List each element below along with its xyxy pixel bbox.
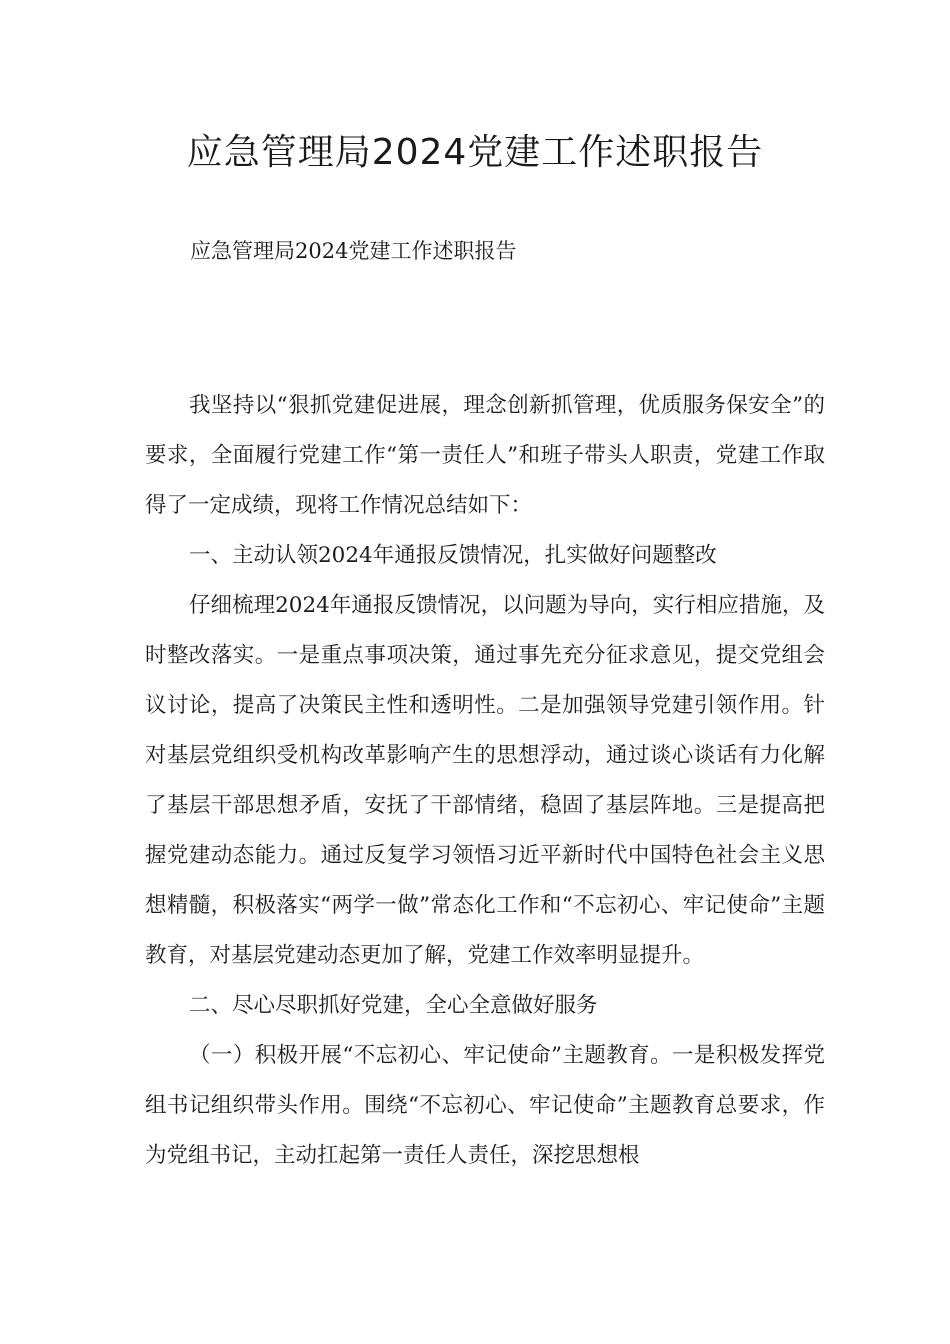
section-heading-2: 二、尽心尽职抓好党建，全心全意做好服务 — [189, 993, 598, 1018]
section-heading-1: 一、主动认领2024年通报反馈情况，扎实做好问题整改 — [189, 543, 717, 568]
section-1-paragraph: 仔细梳理2024年通报反馈情况，以问题为导向，实行相应措施，及时整改落实。一是重点事项决策，通过事先充分征求意见，提交党组会议讨论，提高了决策民主性和透明性。二是加强领导党建引领作用。针对基层党组织受机构改革影响产生的思想浮动，通过谈心谈话有力化解了基层干部思想矛盾，安抚了干部情绪，稳固了基层阵地。三是提高把握党建动态能力。通过反复学习领悟习近平新时代中国特色社会主义思想精髓，积极落实“两学一做”常态化工作和“不忘初心、牢记使命”主题教育，对基层党建动态更加了解，党建工作效率明显提升。 — [145, 593, 825, 968]
section-2-paragraph: （一）积极开展“不忘初心、牢记使命”主题教育。一是积极发挥党组书记组织带头作用。围绕“不忘初心、牢记使命”主题教育总要求，作为党组书记，主动扛起第一责任人责任，深挖思想根 — [145, 1043, 825, 1168]
document-subtitle: 应急管理局2024党建工作述职报告 — [190, 239, 517, 263]
intro-paragraph: 我坚持以“狠抓党建促进展，理念创新抓管理，优质服务保安全”的要求，全面履行党建工作“第一责任人”和班子带头人职责，党建工作取得了一定成绩，现将工作情况总结如下： — [145, 393, 825, 518]
document-title: 应急管理局2024党建工作述职报告 — [186, 132, 764, 173]
document-body — [145, 381, 825, 1181]
